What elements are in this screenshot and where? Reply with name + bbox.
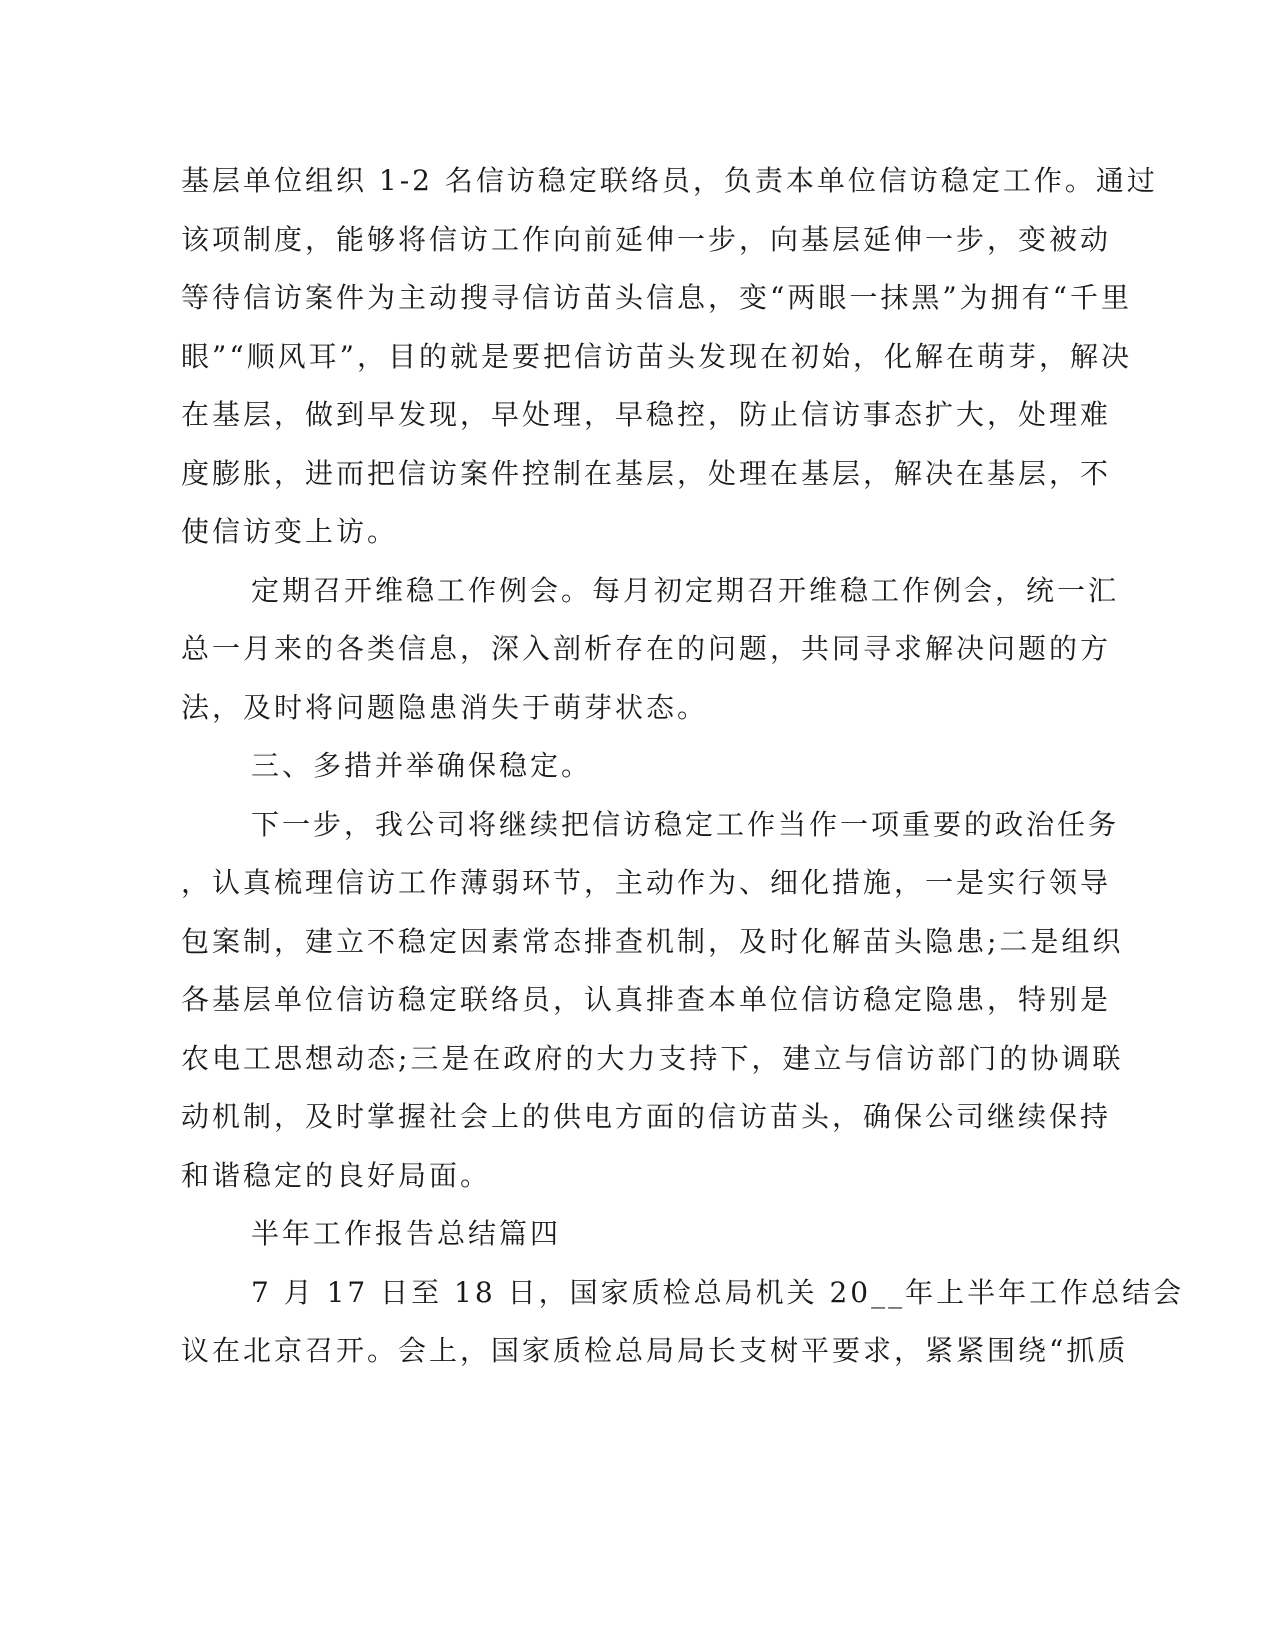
section-heading: 三、多措并举确保稳定。 xyxy=(251,749,593,782)
paragraph-start-line: 定期召开维稳工作例会。每月初定期召开维稳工作例会，统一汇 xyxy=(251,573,1120,607)
text-line-9: 总一月来的各类信息，深入剖析存在的问题，共同寻求解决问题的方 xyxy=(181,632,1112,665)
text-line-15: 各基层单位信访稳定联络员，认真排查本单位信访稳定隐患，特别是 xyxy=(181,983,1112,1016)
text-line-3: 等待信访案件为主动搜寻信访苗头信息，变“两眼一抹黑”为拥有“千里 xyxy=(181,281,1132,314)
text-line-6: 度膨胀，进而把信访案件控制在基层，处理在基层，解决在基层，不 xyxy=(181,456,1112,490)
paragraph-start-line: 7 月 17 日至 18 日，国家质检总局机关 20__年上半年工作总结会 xyxy=(251,1275,1185,1309)
text-line-5: 在基层，做到早发现，早处理，早稳控，防止信访事态扩大，处理难 xyxy=(181,398,1112,431)
paragraph-start-line: 下一步，我公司将继续把信访稳定工作当作一项重要的政治任务 xyxy=(251,807,1120,841)
text-line-7: 使信访变上访。 xyxy=(181,515,399,548)
article-title: 半年工作报告总结篇四 xyxy=(251,1217,562,1250)
document-body xyxy=(181,159,1185,1388)
text-line-16: 农电工思想动态;三是在政府的大力支持下，建立与信访部门的协调联 xyxy=(181,1041,1124,1075)
text-line-18: 和谐稳定的良好局面。 xyxy=(181,1158,492,1192)
text-line-13: ，认真梳理信访工作薄弱环节，主动作为、细化措施，一是实行领导 xyxy=(181,866,1112,899)
text-line-17: 动机制，及时掌握社会上的供电方面的信访苗头，确保公司继续保持 xyxy=(181,1100,1112,1133)
text-line-21: 议在北京召开。会上，国家质检总局局长支树平要求，紧紧围绕“抓质 xyxy=(181,1334,1129,1367)
text-line-2: 该项制度，能够将信访工作向前延伸一步，向基层延伸一步，变被动 xyxy=(181,222,1112,256)
text-line-4: 眼”“顺风耳”，目的就是要把信访苗头发现在初始，化解在萌芽，解决 xyxy=(181,339,1132,373)
text-line-1: 基层单位组织 1-2 名信访稳定联络员，负责本单位信访稳定工作。通过 xyxy=(181,164,1158,197)
text-line-10: 法，及时将问题隐患消失于萌芽状态。 xyxy=(181,690,709,724)
text-line-14: 包案制，建立不稳定因素常态排查机制，及时化解苗头隐患;二是组织 xyxy=(181,924,1124,958)
